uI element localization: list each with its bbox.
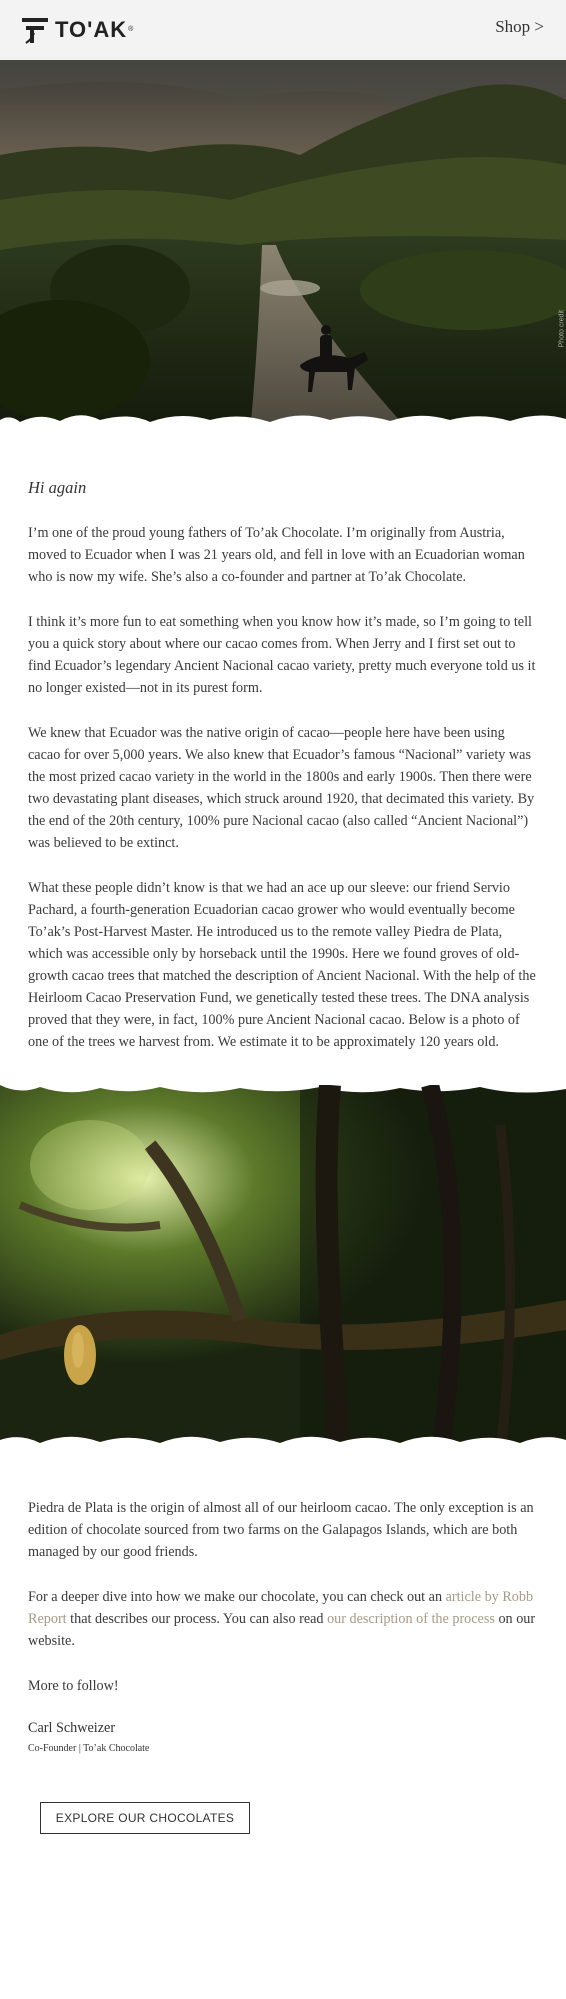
hero-image bbox=[0, 60, 566, 432]
photo-credit: Photo credit bbox=[558, 310, 565, 348]
paragraph-discovery: What these people didn’t know is that we had an ace up our sleeve: our friend Servio Pachard, a fourth-generation Ecuadorian cacao grower who would eventually become To’ak’s Post-Harvest Master. He introduced us to the remote valley Piedra de Plata, which was accessible only by horseback until the 1990s. Here we found groves of old-growth cacao trees that matched the description of Ancient Nacional. With the help of the Heirloom Cacao Preservation Fund, we genetically tested these trees. The DNA analysis proved that they were, in fact, 100% pure Ancient Nacional cacao. Below is a photo of one of the trees we harvest from. We estimate it to be approximately 120 years old. bbox=[28, 880, 536, 1050]
signer-name: Carl Schweizer bbox=[28, 1720, 116, 1736]
paragraph-text: that describes our process. You can also read bbox=[66, 1611, 328, 1627]
paragraph-intro: I’m one of the proud young fathers of To’ak Chocolate. I’m originally from Austria, moved to Ecuador when I was 21 years old, and fell in love with an Ecuadorian woman who is now my wife. She’s also a co-founder and partner at To’ak Chocolate. bbox=[28, 525, 525, 585]
registered-mark: ® bbox=[128, 26, 135, 33]
email-header bbox=[0, 0, 566, 60]
process-description-link[interactable]: our description of the process bbox=[327, 1611, 495, 1627]
brand-wordmark: TO'AK® bbox=[55, 17, 135, 42]
shop-link[interactable]: Shop > bbox=[495, 17, 544, 36]
cta-wrapper bbox=[0, 1802, 566, 1834]
closing: More to follow! bbox=[28, 1678, 119, 1694]
letter-body-continued bbox=[0, 1497, 566, 1754]
paragraph-text: on our website. bbox=[28, 1611, 536, 1649]
explore-chocolates-button[interactable]: EXPLORE OUR CHOCOLATES bbox=[40, 1802, 250, 1834]
paragraph-deeper-dive bbox=[28, 1586, 538, 1652]
letter-body bbox=[0, 478, 566, 1053]
signer-title: Co-Founder | To’ak Chocolate bbox=[28, 1743, 150, 1754]
paragraph-story: I think it’s more fun to eat something when you know how it’s made, so I’m going to tell you a quick story about where our cacao comes from. When Jerry and I first set out to find Ecuador’s legendary Ancient Nacional cacao variety, pretty much everyone told us it no longer existed—not in its purest form. bbox=[28, 614, 536, 696]
hero-landscape-image bbox=[0, 60, 566, 432]
toak-logo-icon bbox=[22, 15, 48, 45]
greeting: Hi again bbox=[28, 478, 87, 497]
robb-report-link[interactable]: article by Robb Report bbox=[28, 1589, 534, 1627]
paragraph-text: For a deeper dive into how we make our chocolate, you can check out an bbox=[28, 1589, 446, 1605]
paragraph-history: We knew that Ecuador was the native origin of cacao—people here have been using cacao for over 5,000 years. We also knew that Ecuador’s famous “Nacional” variety was the most prized cacao variety in the world in the 1800s and early 1900s. Then there were two devastating plant diseases, which struck around 1920, that decimated this variety. By the end of the 20th century, 100% pure Nacional cacao (also called “Ancient Nacional”) was believed to be extinct. bbox=[28, 725, 535, 851]
brand-logo[interactable] bbox=[22, 15, 134, 45]
forest-image bbox=[0, 1085, 566, 1457]
paragraph-origin: Piedra de Plata is the origin of almost all of our heirloom cacao. The only exception is an edition of chocolate sourced from two farms on the Galapagos Islands, which are both managed by our good friends. bbox=[28, 1500, 534, 1560]
forest-cacao-tree-image bbox=[0, 1085, 566, 1457]
